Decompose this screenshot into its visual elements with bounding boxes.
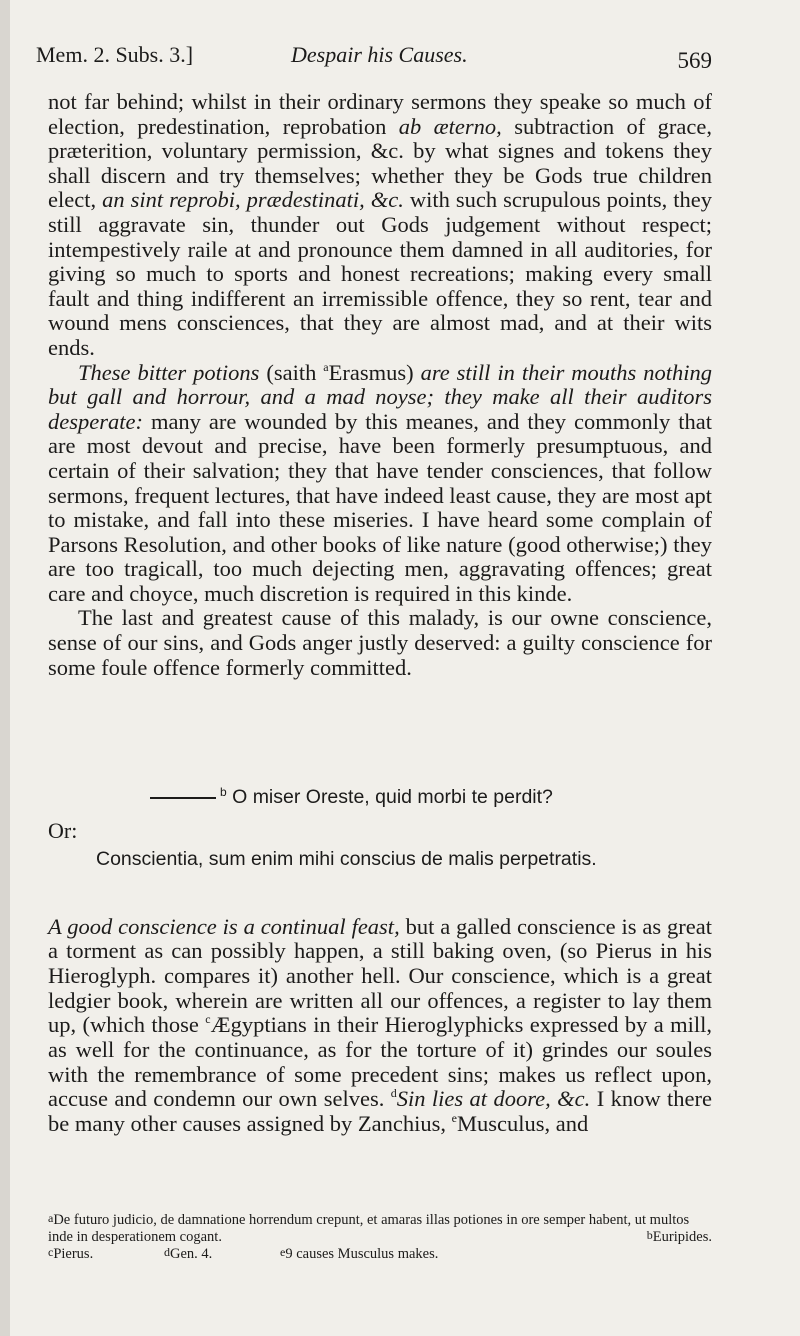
footnote-marker: a xyxy=(323,359,329,374)
body-text-lower xyxy=(48,892,712,1159)
text-run: Erasmus) xyxy=(328,359,421,385)
footnote-row-cde xyxy=(48,1246,712,1263)
text-run: with such scrupulous points, they still aggravate sin, thunder out Gods judgement without respect; intempestively raile at and pronounce them damned in all auditories, for giving so much to sports and honest recreations; making every small fault and thing indifferent an irremissible offence, they so rent, tear and wound mens consciences, that they are almost mad, and at their wits ends. xyxy=(48,187,713,360)
italic-run: These bitter potions xyxy=(78,359,260,385)
footnote-text: Gen. 4. xyxy=(170,1246,213,1262)
page-number: 569 xyxy=(677,48,712,73)
text-run: (saith xyxy=(259,359,324,385)
text-run: Ægyptians in their Hieroglyphicks expressed by a mill, as well for the continuance, as for the torture of it) grindes our soules with the remembrance of some precedent sins; makes us reflect upon, accuse and condemn our own selves. xyxy=(48,1012,712,1112)
header-section-ref: Mem. 2. Subs. 3.] xyxy=(36,42,194,67)
footnote-text: 9 causes Musculus makes. xyxy=(285,1246,439,1262)
or-label: Or: xyxy=(48,818,78,843)
italic-run: A good conscience is a continual feast, xyxy=(48,913,400,939)
text-run: but a galled conscience is as great a torment as can possibly happen, a still baking oven, (so Pierus in his Hieroglyph. compares it) another hell. Our conscience, which is a great ledgier book, wherein are written all our offences, a register to lay them up, (which those xyxy=(48,913,712,1038)
paragraph-1 xyxy=(48,90,712,361)
footnote-b xyxy=(647,1229,712,1246)
footnote-text: Pierus. xyxy=(53,1246,94,1262)
italic-run: are still in their mouths nothing but gall and horrour, and a mad noyse; they make all their auditors desperate: xyxy=(48,359,712,434)
paragraph-4 xyxy=(48,915,712,1137)
footnote-marker: e xyxy=(280,1245,286,1259)
footnote-marker: d xyxy=(164,1245,170,1259)
text-run: not far behind; whilst in their ordinary sermons they speake so much of election, predestination, reprobation xyxy=(48,89,712,139)
running-header xyxy=(36,42,712,80)
footnote-marker: b xyxy=(220,785,227,799)
footnote-c xyxy=(48,1246,93,1262)
verse-quote-1 xyxy=(150,786,670,809)
footnotes xyxy=(48,1212,712,1263)
text-run: subtraction of grace, præterition, voluntary permission, &c. by what signes and tokens they shall discern and try themselves; whether they be Gods true children elect, xyxy=(48,113,713,213)
text-run: many are wounded by this meanes, and they commonly that are most devout and precise, have been formerly presumptuous, and certain of their salvation; they that have tender consciences, that follow sermons, frequent lectures, that have indeed least cause, they are most apt to mistake, and fall into these miseries. I have heard some complain of Parsons Resolution, and other books of like nature (good otherwise;) they are too tragicall, too much dejecting men, aggravating offences; great care and choyce, much discretion is required in this kinde. xyxy=(48,408,712,606)
footnote-marker: a xyxy=(48,1211,54,1225)
quote-text: O miser Oreste, quid morbi te perdit? xyxy=(226,786,553,808)
em-dash-rule xyxy=(150,797,216,799)
paragraph-3 xyxy=(48,606,712,680)
italic-run: Sin lies at doore, &c. xyxy=(396,1086,591,1112)
footnote-marker: c xyxy=(205,1012,211,1027)
footnote-e xyxy=(280,1246,438,1263)
footnote-a xyxy=(48,1212,712,1246)
paragraph-2 xyxy=(48,361,712,607)
text-run: I know there be many other causes assigned by Zanchius, xyxy=(48,1086,712,1137)
verse-quote-2: Conscientia, sum enim mihi conscius de malis perpetratis. xyxy=(96,848,597,870)
text-run: Musculus, and xyxy=(456,1111,589,1137)
italic-run: an sint reprobi, prædestinati, &c. xyxy=(102,187,404,213)
italic-run: ab æterno, xyxy=(398,113,502,139)
footnote-marker: b xyxy=(646,1228,653,1242)
footnote-marker: e xyxy=(451,1111,457,1126)
footnote-marker: c xyxy=(48,1245,54,1259)
footnote-marker: d xyxy=(390,1086,397,1101)
body-text-upper xyxy=(48,90,712,680)
footnote-text: De futuro judicio, de damnatione horrendum crepunt, et amaras illas potiones in ore semper habent, ut multos inde in desperationem cogant. xyxy=(48,1212,690,1245)
page-edge-shadow xyxy=(0,0,10,1336)
text-run: The last and greatest cause of this malady, is our owne conscience, sense of our sins, and Gods anger justly deserved: a guilty conscience for some foule offence formerly committed. xyxy=(48,605,712,680)
footnote-d xyxy=(164,1246,212,1263)
footnote-text: Euripides. xyxy=(652,1229,712,1245)
header-title: Despair his Causes. xyxy=(291,42,468,67)
